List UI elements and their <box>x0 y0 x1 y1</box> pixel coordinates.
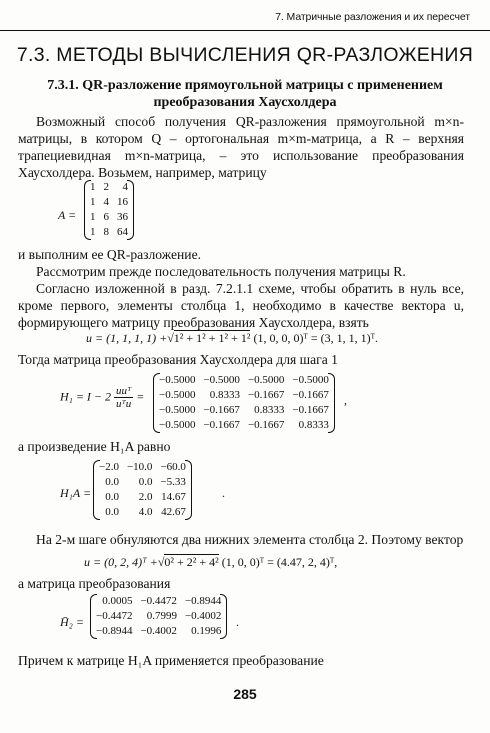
matrix-cell: 0.0 <box>105 506 119 518</box>
equation-u-step1 <box>86 331 378 346</box>
matrix-cell: 8 <box>103 226 109 238</box>
section-title-line1: 7.3.1. QR-разложение прямоугольной матрицы с применением <box>47 78 443 93</box>
matrix-row <box>92 594 225 609</box>
matrix-cell: 1 <box>90 211 96 223</box>
matrix-cell: −0.4472 <box>96 610 133 622</box>
matrix-cell: −0.4002 <box>140 625 177 637</box>
section-title-line2: преобразования Хаусхолдера <box>153 95 337 110</box>
matrix-cell: −0.1667 <box>292 404 329 416</box>
matrix-cell: 1 <box>90 181 96 193</box>
paragraph-step1: Тогда матрица преобразования Хаусхолдера для шага 1 <box>18 352 338 367</box>
matrix-cell: 4 <box>103 196 109 208</box>
equation-right: (1, 0, 0, 0)ᵀ = (3, 1, 1, 1)ᵀ. <box>253 331 378 345</box>
matrix-cell: −0.5000 <box>247 374 285 386</box>
paragraph-scheme: Согласно изложенной в разд. 7.2.1.1 схеме, чтобы обратить в нуль все, кроме первого, элементы столбца 1, необходимо в качестве вектора u, формирующего матрицу преобразования Хаусхолдера, взять <box>18 281 464 330</box>
matrix-h1 <box>155 373 333 433</box>
fraction-denominator: uᵀu <box>116 398 132 410</box>
matrix-row <box>155 418 333 433</box>
matrix-cell: 1 <box>90 226 96 238</box>
matrix-cell: 16 <box>117 196 128 208</box>
matrix-h1a-trail: . <box>222 486 225 500</box>
left-bracket <box>90 594 97 639</box>
matrix-cell: −2.0 <box>99 461 119 473</box>
matrix-h1a-grid <box>95 460 190 520</box>
matrix-cell: −0.1667 <box>203 419 240 431</box>
matrix-cell: −0.1667 <box>292 389 329 401</box>
left-bracket <box>93 460 100 520</box>
matrix-cell: 0.0 <box>105 491 119 503</box>
matrix-cell: −5.33 <box>160 476 186 488</box>
paragraph-consider: Рассмотрим прежде последовательность получения матрицы R. <box>36 264 406 279</box>
matrix-row <box>92 609 225 624</box>
matrix-cell: 0.0 <box>105 476 119 488</box>
matrix-cell: −10.0 <box>126 461 153 473</box>
matrix-h1-trail: , <box>344 393 347 407</box>
matrix-cell: −0.5000 <box>292 374 329 386</box>
matrix-h2-label: H̄₂ = <box>60 615 84 629</box>
paragraph-last: Причем к матрице H₁A применяется преобразование <box>18 653 324 668</box>
paragraph-qr: и выполним ее QR-разложение. <box>18 247 201 262</box>
matrix-cell: 0.8333 <box>209 389 240 401</box>
matrix-row <box>95 505 190 520</box>
matrix-a-label: A = <box>58 208 77 222</box>
paragraph-matrix: а матрица преобразования <box>18 576 171 591</box>
matrix-row <box>95 460 190 475</box>
paragraph-product: а произведение H₁A равно <box>18 439 171 454</box>
matrix-row <box>86 225 132 240</box>
running-head-text: 7. Матричные разложения и их пересчет <box>275 11 470 23</box>
matrix-h2-trail: . <box>236 615 239 629</box>
matrix-cell: 0.0005 <box>102 595 133 607</box>
matrix-cell: −0.1667 <box>247 419 285 431</box>
sqrt-radicand: 1² + 1² + 1² + 1² <box>173 331 251 345</box>
section-title <box>0 77 490 111</box>
matrix-cell: 0.7999 <box>146 610 177 622</box>
right-bracket <box>220 594 227 639</box>
equation-left: u = (0, 2, 4)ᵀ + <box>84 555 158 569</box>
matrix-cell: 4.0 <box>138 506 153 518</box>
matrix-h1-grid <box>155 373 333 433</box>
sqrt-sign: √ <box>167 331 174 345</box>
chapter-title: 7.3. МЕТОДЫ ВЫЧИСЛЕНИЯ QR-РАЗЛОЖЕНИЯ <box>16 44 474 66</box>
matrix-h1-lhs: H₁ = I − 2 <box>60 389 112 404</box>
matrix-cell: 6 <box>103 211 109 223</box>
matrix-cell: 2.0 <box>138 491 153 503</box>
right-bracket <box>328 373 335 433</box>
right-bracket <box>127 180 134 240</box>
matrix-cell: −0.5000 <box>159 389 196 401</box>
matrix-cell: 4 <box>122 181 128 193</box>
matrix-cell: 0.8333 <box>254 404 285 416</box>
page-number: 285 <box>233 686 257 702</box>
equals-sign: = <box>136 389 145 404</box>
matrix-cell: 0.1996 <box>191 625 222 637</box>
matrix-a <box>86 180 132 240</box>
matrix-cell: −0.1667 <box>247 389 285 401</box>
matrix-cell: 64 <box>117 226 128 238</box>
matrix-cell: 14.67 <box>161 491 186 503</box>
running-head <box>0 0 490 31</box>
equation-u-step2 <box>84 555 337 570</box>
matrix-cell: −0.5000 <box>159 419 196 431</box>
matrix-cell: 2 <box>103 181 109 193</box>
sqrt-radicand: 0² + 2² + 4² <box>164 555 219 569</box>
matrix-cell: −0.5000 <box>203 374 240 386</box>
equation-right: (1, 0, 0)ᵀ = (4.47, 2, 4)ᵀ, <box>221 555 338 569</box>
matrix-cell: 36 <box>117 211 128 223</box>
matrix-row <box>86 210 132 225</box>
matrix-cell: −0.1667 <box>203 404 240 416</box>
fraction-numerator: uuᵀ <box>116 385 132 397</box>
matrix-cell: −0.8944 <box>96 625 133 637</box>
left-bracket <box>84 180 91 240</box>
matrix-row <box>95 475 190 490</box>
matrix-cell: −0.5000 <box>159 374 196 386</box>
matrix-cell: 0.0 <box>138 476 153 488</box>
matrix-cell: 0.8333 <box>298 419 329 431</box>
matrix-cell: −0.4472 <box>140 595 177 607</box>
matrix-row <box>155 373 333 388</box>
equation-left: u = (1, 1, 1, 1) + <box>86 331 168 345</box>
matrix-row <box>155 403 333 418</box>
matrix-cell: −60.0 <box>160 461 186 473</box>
matrix-row <box>92 624 225 639</box>
matrix-a-grid <box>86 180 132 240</box>
matrix-cell: −0.5000 <box>159 404 196 416</box>
matrix-h2 <box>92 594 225 639</box>
matrix-h1-label <box>60 385 144 410</box>
matrix-h1a <box>95 460 190 520</box>
matrix-h2-grid <box>92 594 225 639</box>
paragraph-step2: На 2-м шаге обнуляются два нижних элемента столбца 2. Поэтому вектор <box>36 532 464 547</box>
sqrt-sign: √ <box>157 555 165 569</box>
matrix-row <box>86 195 132 210</box>
matrix-row <box>155 388 333 403</box>
fraction <box>114 385 133 410</box>
matrix-row <box>95 490 190 505</box>
left-bracket <box>153 373 160 433</box>
matrix-h1a-label: H₁A = <box>60 486 92 500</box>
matrix-row <box>86 180 132 195</box>
matrix-cell: 1 <box>90 196 96 208</box>
matrix-cell: −0.8944 <box>184 595 222 607</box>
matrix-cell: −0.4002 <box>184 610 222 622</box>
matrix-cell: 42.67 <box>161 506 186 518</box>
paragraph-intro: Возможный способ получения QR-разложения прямоугольной m×n-матрицы, в котором Q – ортогональная m×m-матрица, а R – верхняя трапециевидная m×n-матрица, – это использование преобразования Хаусхолдера. Возьмем, например, матрицу <box>18 114 464 180</box>
right-bracket <box>185 460 192 520</box>
